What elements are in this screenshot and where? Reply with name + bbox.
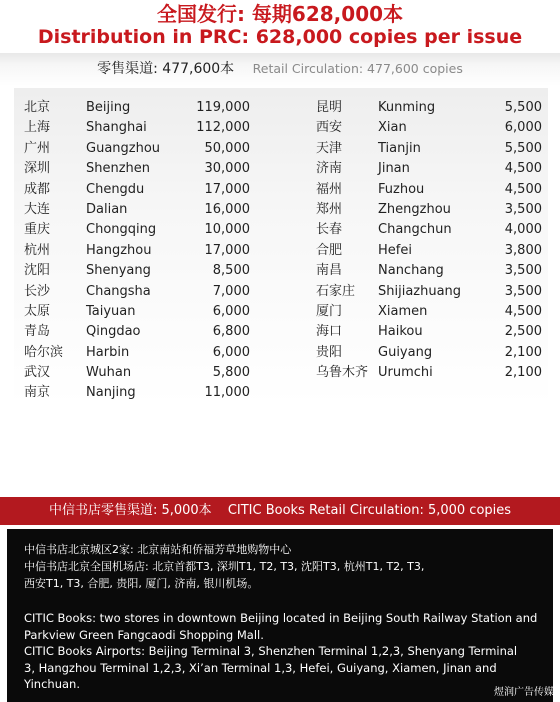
city-name-cn: 海口: [316, 324, 343, 340]
city-name-cn: 昆明: [316, 100, 343, 115]
city-name-en: Beijing: [86, 100, 131, 115]
city-row: [24, 220, 264, 240]
city-distribution-table: [14, 88, 548, 406]
city-copies: 11,000: [204, 385, 250, 401]
city-name-en: Harbin: [86, 344, 130, 360]
city-copies: 3,800: [504, 242, 542, 258]
city-name-en: Dalian: [86, 201, 128, 217]
title-english: Distribution in PRC: 628,000 copies per issue: [37, 26, 523, 48]
note-line-en: Yinchuan.: [24, 677, 80, 692]
city-column-left: [24, 98, 264, 404]
city-copies: 7,000: [212, 283, 250, 299]
city-name-cn: 贵阳: [316, 344, 343, 360]
city-name-en: Changsha: [86, 283, 151, 299]
city-copies: 8,500: [212, 263, 250, 279]
notes-chinese: [24, 541, 546, 592]
city-row: [24, 200, 264, 220]
city-row: [24, 363, 264, 383]
city-copies: 17,000: [204, 242, 250, 258]
retail-circulation-cn: 零售渠道: 477,600本: [97, 61, 235, 77]
city-name-cn: 重庆: [24, 222, 51, 238]
city-row: [316, 282, 542, 302]
city-name-cn: 长沙: [24, 283, 51, 299]
city-row: [316, 363, 542, 383]
city-name-cn: 大连: [24, 201, 51, 217]
city-name-en: Kunming: [378, 100, 436, 115]
city-name-en: Chongqing: [86, 222, 157, 238]
city-copies: 2,500: [504, 324, 542, 340]
city-row: [24, 261, 264, 281]
city-name-en: Nanchang: [378, 263, 444, 279]
note-line-en: 3, Hangzhou Terminal 1,2,3, Xi’an Terminal 1,3, Hefei, Guiyang, Xiamen, Jinan and: [24, 660, 497, 675]
citic-store-notes: [7, 529, 553, 702]
city-name-cn: 合肥: [316, 242, 343, 258]
city-copies: 5,800: [212, 365, 250, 381]
city-row: [24, 241, 264, 261]
city-name-cn: 杭州: [24, 242, 51, 258]
city-name-en: Shijiazhuang: [378, 283, 462, 299]
city-name-en: Hefei: [378, 242, 412, 258]
city-name-en: Shanghai: [86, 120, 147, 136]
city-name-cn: 天津: [316, 140, 343, 156]
city-name-cn: 西安: [316, 120, 343, 136]
city-name-cn: 哈尔滨: [24, 344, 64, 360]
city-name-cn: 沈阳: [24, 263, 51, 279]
city-name-cn: 南京: [24, 385, 51, 401]
city-name-en: Haikou: [378, 324, 423, 340]
city-name-en: Hangzhou: [86, 242, 152, 258]
city-copies: 3,500: [504, 283, 542, 299]
city-name-en: Shenzhen: [86, 161, 151, 177]
watermark: 煜润广告传媒: [494, 687, 554, 698]
city-copies: 5,500: [504, 140, 542, 156]
retail-circulation-line: [0, 60, 560, 78]
city-copies: 2,100: [504, 344, 542, 360]
note-line-cn: 中信书店北京城区2家: 北京南站和侨福芳草地购物中心: [24, 543, 292, 556]
city-name-cn: 石家庄: [316, 283, 356, 299]
city-row: [316, 241, 542, 261]
city-copies: 2,100: [504, 365, 542, 381]
city-name-cn: 厦门: [316, 303, 343, 319]
title-chinese: 全国发行: 每期628,000本: [156, 2, 404, 26]
city-name-cn: 成都: [24, 181, 51, 197]
city-row: [24, 118, 264, 138]
city-copies: 4,000: [504, 222, 542, 238]
city-name-en: Changchun: [378, 222, 452, 238]
city-copies: 17,000: [204, 181, 250, 197]
city-row: [316, 98, 542, 118]
city-name-cn: 广州: [24, 140, 51, 156]
city-name-cn: 长春: [316, 222, 343, 238]
city-row: [24, 180, 264, 200]
city-row: [316, 139, 542, 159]
city-copies: 16,000: [204, 201, 250, 217]
citic-circulation-cn: 中信书店零售渠道: 5,000本: [48, 503, 212, 518]
city-copies: 50,000: [204, 140, 250, 156]
city-name-cn: 郑州: [316, 201, 343, 217]
city-row: [24, 343, 264, 363]
city-name-cn: 青岛: [24, 324, 51, 340]
city-row: [316, 322, 542, 342]
city-row: [316, 200, 542, 220]
city-copies: 4,500: [504, 181, 542, 197]
note-line-cn: 中信书店北京全国机场店: 北京首都T3, 深圳T1, T2, T3, 沈阳T3, 杭州T1, T2, T3,: [24, 560, 425, 573]
city-name-en: Guiyang: [378, 344, 433, 360]
city-row: [24, 139, 264, 159]
note-line-en: Parkview Green Fangcaodi Shopping Mall.: [24, 627, 264, 642]
city-copies: 6,800: [212, 324, 250, 340]
city-name-en: Nanjing: [86, 385, 136, 401]
city-copies: 3,500: [504, 201, 542, 217]
city-name-en: Fuzhou: [378, 181, 425, 197]
city-name-cn: 太原: [24, 303, 51, 319]
city-row: [316, 261, 542, 281]
city-row: [316, 302, 542, 322]
citic-circulation-band: [0, 497, 560, 525]
city-row: [24, 98, 264, 118]
city-name-en: Chengdu: [86, 181, 145, 197]
notes-english: [24, 610, 550, 693]
city-copies: 5,500: [504, 100, 542, 115]
city-name-cn: 武汉: [24, 365, 51, 381]
citic-circulation-en: CITIC Books Retail Circulation: 5,000 copies: [227, 503, 512, 518]
city-name-en: Tianjin: [378, 140, 421, 156]
city-column-right: [316, 98, 542, 383]
city-copies: 6,000: [212, 303, 250, 319]
city-name-cn: 深圳: [24, 161, 51, 177]
city-name-en: Zhengzhou: [378, 201, 451, 217]
note-line-en: CITIC Books: two stores in downtown Beijing located in Beijing South Railway Station and: [24, 611, 538, 625]
city-copies: 4,500: [504, 161, 542, 177]
city-copies: 6,000: [212, 344, 250, 360]
city-copies: 119,000: [196, 100, 250, 115]
city-row: [316, 180, 542, 200]
city-name-cn: 上海: [24, 120, 51, 136]
city-row: [24, 159, 264, 179]
city-copies: 6,000: [504, 120, 542, 136]
city-copies: 30,000: [204, 161, 250, 177]
city-copies: 4,500: [504, 303, 542, 319]
city-row: [24, 302, 264, 322]
city-row: [316, 118, 542, 138]
city-row: [316, 220, 542, 240]
city-name-cn: 济南: [316, 161, 343, 177]
city-copies: 112,000: [196, 120, 250, 136]
city-name-en: Shenyang: [86, 263, 151, 279]
city-row: [24, 282, 264, 302]
city-row: [316, 343, 542, 363]
city-copies: 3,500: [504, 263, 542, 279]
city-name-en: Xian: [378, 120, 407, 136]
city-name-en: Xiamen: [378, 303, 428, 319]
city-row: [24, 383, 264, 403]
city-name-en: Guangzhou: [86, 140, 161, 156]
retail-circulation-en: Retail Circulation: 477,600 copies: [252, 61, 463, 76]
city-name-en: Qingdao: [86, 324, 141, 340]
city-name-en: Jinan: [378, 161, 410, 177]
city-name-cn: 乌鲁木齐: [316, 365, 369, 381]
note-line-cn: 西安T1, T3, 合肥, 贵阳, 厦门, 济南, 银川机场。: [24, 577, 259, 590]
city-row: [316, 159, 542, 179]
city-name-en: Wuhan: [86, 365, 132, 381]
city-copies: 10,000: [204, 222, 250, 238]
city-name-cn: 北京: [24, 100, 51, 115]
city-name-cn: 南昌: [316, 263, 343, 279]
city-name-en: Urumchi: [378, 365, 433, 381]
city-name-cn: 福州: [316, 181, 343, 197]
city-name-en: Taiyuan: [86, 303, 136, 319]
city-row: [24, 322, 264, 342]
note-line-en: CITIC Books Airports: Beijing Terminal 3, Shenzhen Terminal 1,2,3, Shenyang Terminal: [24, 644, 518, 659]
